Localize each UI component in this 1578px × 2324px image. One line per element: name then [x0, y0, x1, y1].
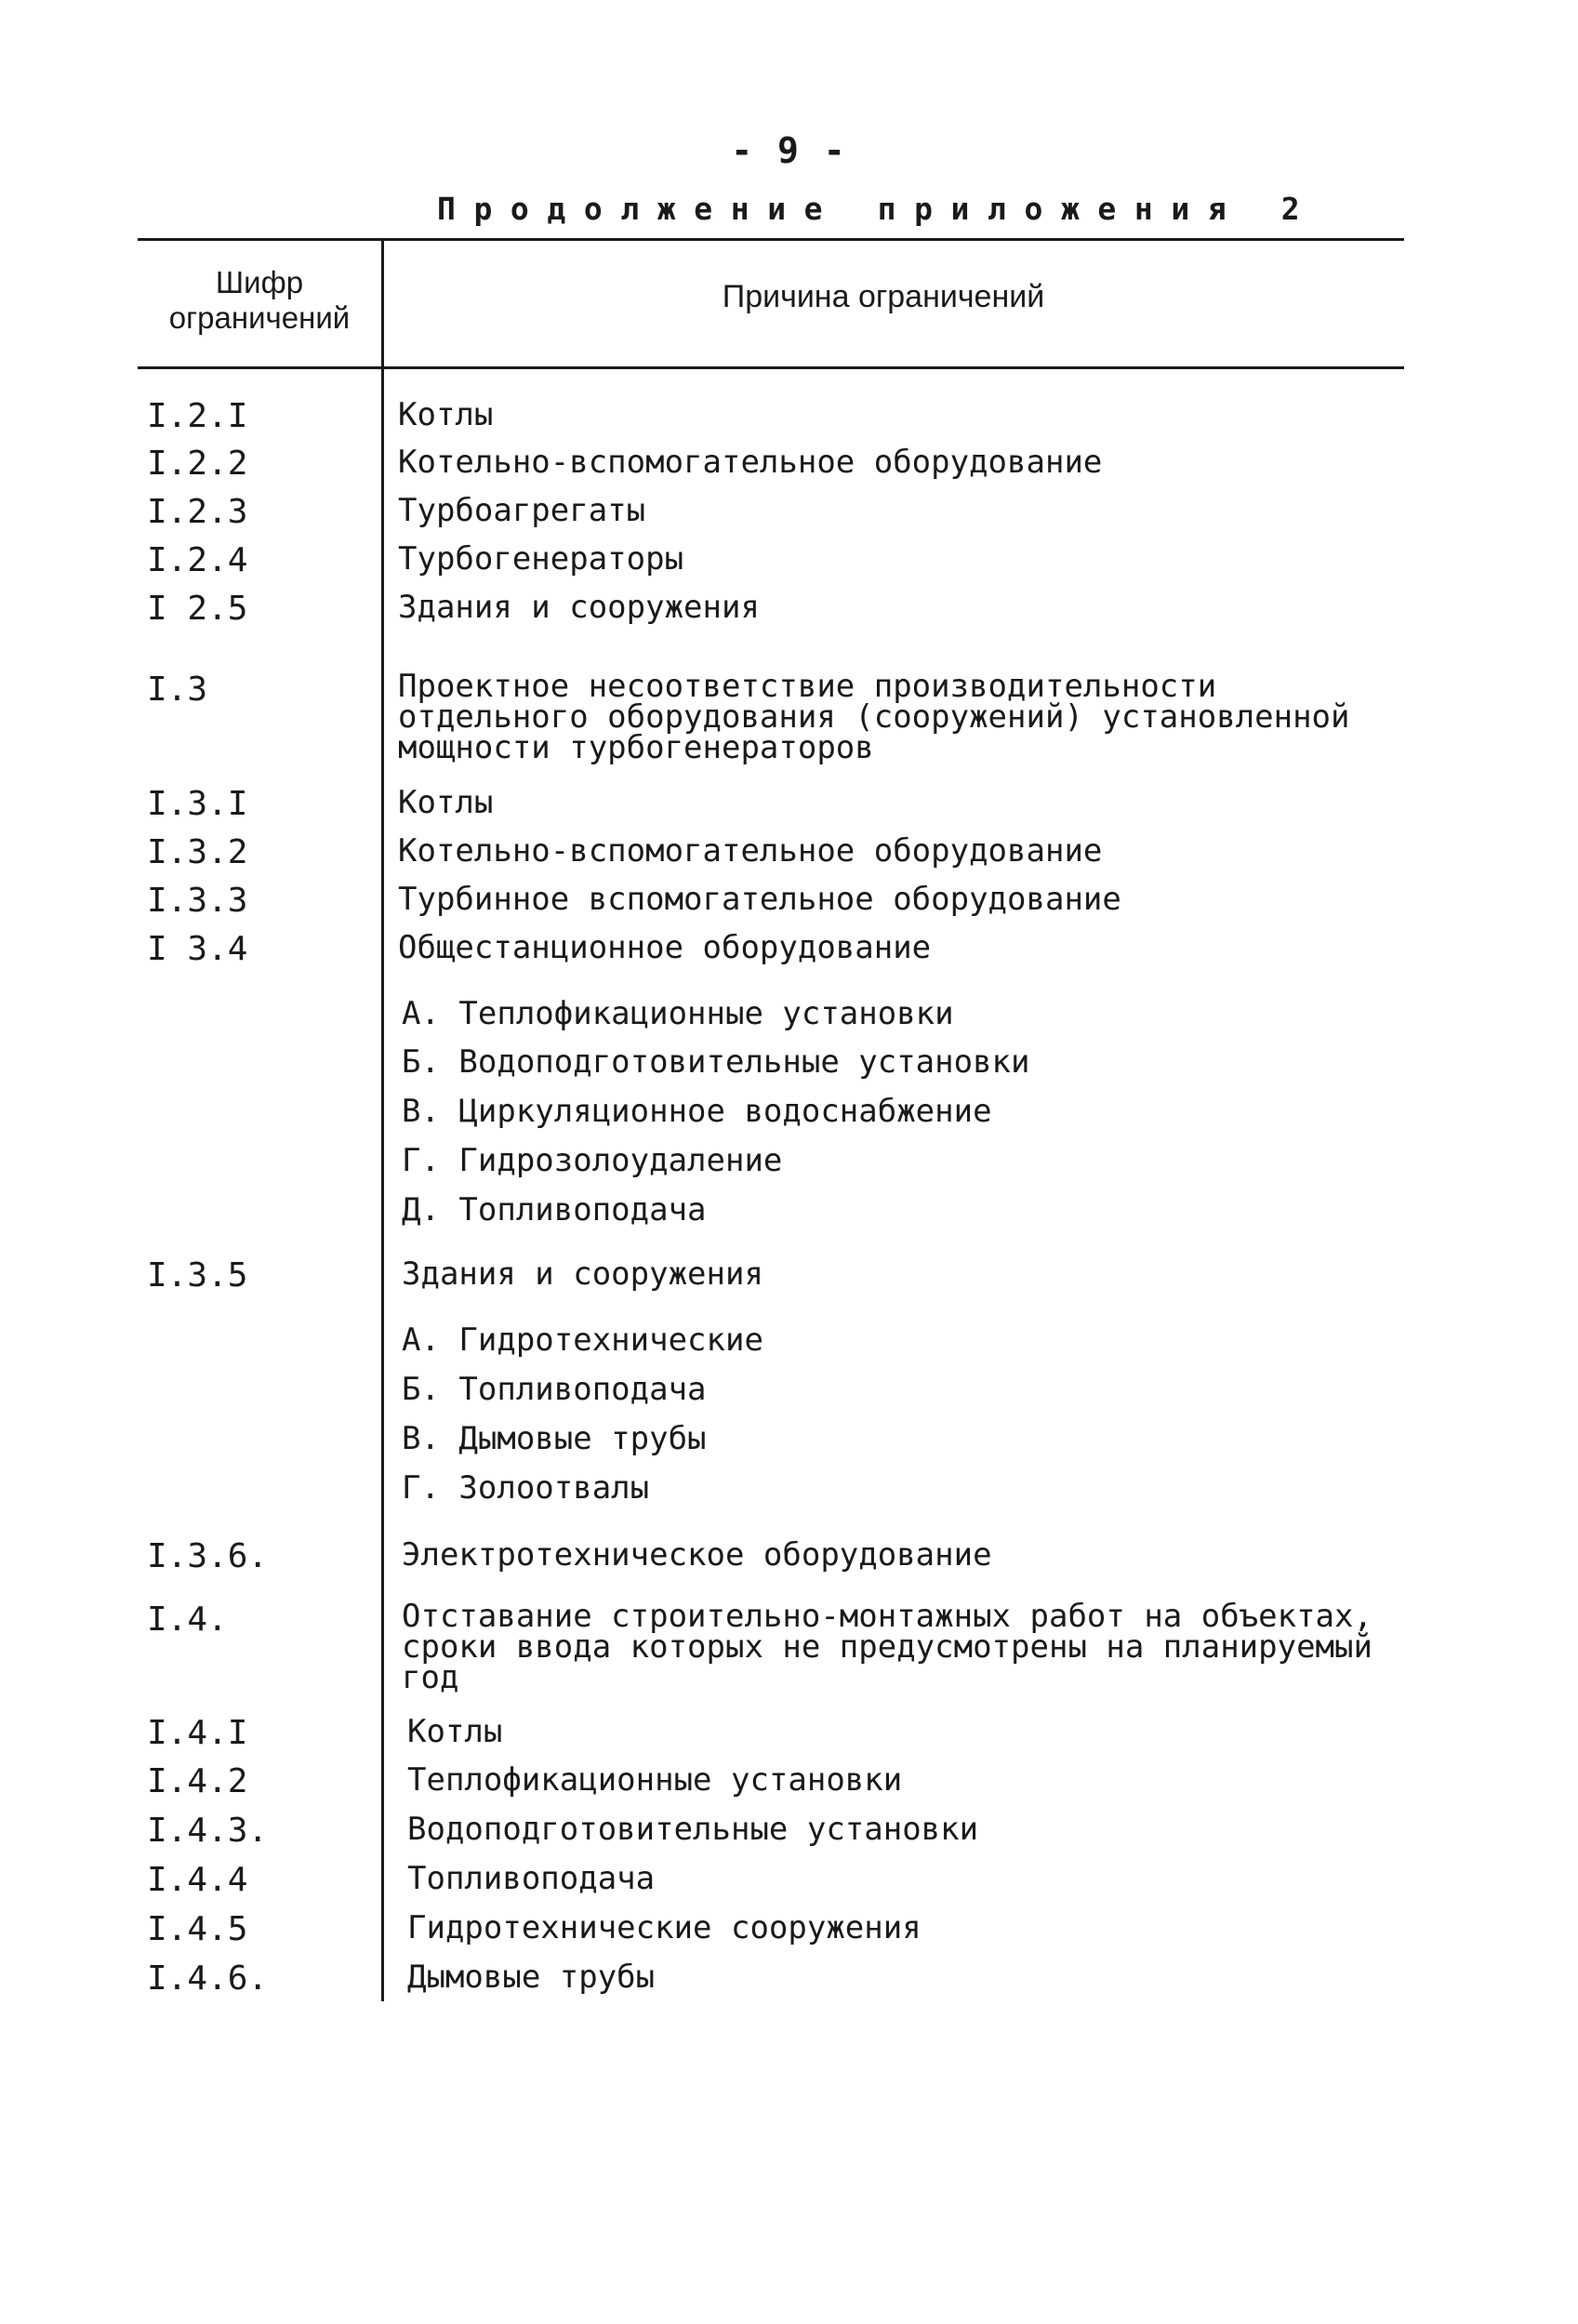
row-code: I.4.3. — [147, 1812, 269, 1850]
row-code: I.3.3 — [147, 882, 248, 920]
header-reason: Причина ограничений — [722, 279, 1045, 314]
header-code-line2: ограничений — [168, 300, 351, 335]
row-text: Отставание строительно-монтажных работ на объектах, сроки ввода которых не предусмотрены на планируемый год — [402, 1598, 1372, 1696]
row-text: Дымовые трубы — [407, 1959, 656, 1996]
row-code: I.3.I — [147, 785, 248, 823]
row-code: I.3 — [147, 671, 208, 709]
row-text: Котлы — [407, 1713, 503, 1750]
header-code — [138, 265, 381, 336]
row-text: Проектное несоответствие производительности отдельного оборудования (сооружений) установленной мощности турбогенераторов — [398, 668, 1350, 766]
row-text: Водоподготовительные установки — [407, 1811, 979, 1848]
row-code: I 2.5 — [147, 590, 248, 628]
row-text: Турбоагрегаты — [398, 492, 646, 529]
table-header-rule — [138, 366, 1404, 369]
row-text: В. Дымовые трубы — [402, 1420, 707, 1457]
row-code: I.4.4 — [147, 1861, 248, 1899]
row-text: Котельно-вспомогательное оборудование — [398, 832, 1103, 870]
row-code: I.3.5 — [147, 1256, 248, 1295]
continuation-label: Продолжение приложения 2 — [437, 191, 1319, 227]
header-code-line1: Шифр — [215, 265, 304, 299]
row-code: I.2.4 — [147, 541, 248, 579]
row-code: I.2.3 — [147, 493, 248, 531]
row-text: Здания и сооружения — [398, 589, 760, 626]
row-text: Турбинное вспомогательное оборудование — [398, 881, 1121, 918]
table-top-rule — [138, 238, 1404, 241]
row-text: А. Теплофикационные установки — [402, 995, 954, 1032]
row-text: Турбогенераторы — [398, 540, 684, 578]
row-text: А. Гидротехнические — [402, 1321, 763, 1359]
row-code: I.4.6. — [147, 1959, 269, 1998]
row-text: Котлы — [398, 784, 494, 821]
row-text: Д. Топливоподача — [402, 1191, 707, 1228]
row-code: I.3.2 — [147, 833, 248, 871]
row-code: I.4.5 — [147, 1910, 248, 1948]
row-text: Общестанционное оборудование — [398, 929, 932, 966]
row-code: I.4.I — [147, 1714, 248, 1752]
row-text: Гидротехнические сооружения — [407, 1909, 922, 1946]
row-text: Электротехническое оборудование — [402, 1536, 992, 1574]
row-text: Топливоподача — [407, 1860, 656, 1897]
row-code: I.2.I — [147, 397, 248, 435]
row-code: I 3.4 — [147, 930, 248, 968]
row-text: Котельно-вспомогательное оборудование — [398, 444, 1103, 481]
row-code: I.4. — [147, 1600, 228, 1639]
row-code: I.2.2 — [147, 445, 248, 483]
row-code: I.4.2 — [147, 1762, 248, 1800]
row-text: Здания и сооружения — [402, 1255, 763, 1293]
page-number: - 9 - — [731, 130, 847, 171]
row-text: Теплофикационные установки — [407, 1761, 903, 1799]
row-text: Б. Водоподготовительные установки — [402, 1043, 1030, 1081]
row-code: I.3.6. — [147, 1537, 269, 1575]
row-text: Г. Золоотвалы — [402, 1469, 650, 1507]
table-column-divider — [381, 238, 384, 2001]
row-text: В. Циркуляционное водоснабжение — [402, 1093, 992, 1130]
row-text: Б. Топливоподача — [402, 1371, 707, 1408]
row-text: Г. Гидрозолоудаление — [402, 1142, 783, 1179]
row-text: Котлы — [398, 396, 494, 433]
